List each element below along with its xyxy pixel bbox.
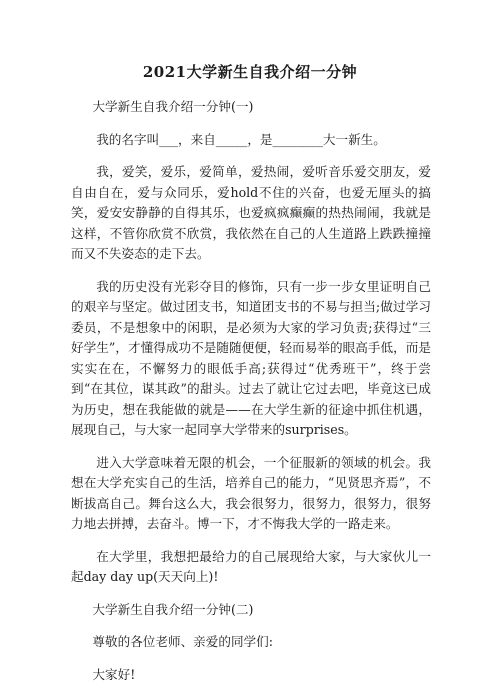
paragraph-history: 我的历史没有光彩夺目的修饰，只有一步一步女里证明自己的艰辛与坚定。做过团支书，知道团支书的不易与担当;做过学习委员，不是想象中的闲职，是必须为大家的学习负责;获得过“三好学生”，才懂得成功不是随随便便，轻而易举的眼高手低，而是实实在在，不懈努力的眼低手高;获得过“优秀班干”，终于尝到“在其位，谋其政”的甜头。过去了就让它过去吧，毕竟这已成为历史，想在我能做的就是——在大学生新的征途中抓住机遇，展现自己，与大家一起同享大学带来的surprises。 (71, 278, 431, 437)
document-title: 2021大学新生自我介绍一分钟 (142, 63, 358, 81)
section-heading-2: 大学新生自我介绍一分钟(二) (92, 601, 254, 617)
section-heading-1: 大学新生自我介绍一分钟(一) (92, 99, 254, 114)
hello-line: 大家好! (92, 666, 136, 682)
greeting-line: 尊敬的各位老师、亲爱的同学们: (92, 634, 273, 649)
paragraph-personality: 我，爱笑，爱乐，爱简单，爱热闹，爱听音乐爱交朋友，爱自由自在，爱与众同乐，爱hold不住的兴奋，也爱无厘头的搞笑，爱安安静静的自得其乐，也爱疯疯癫癫的热热闹闹，我就是这样，不管你欣赏不欣赏，我依然在自己的人生道路上跌跌撞撞而又不失姿态的走下去。 (71, 164, 431, 261)
paragraph-name-line: 我的名字叫___，来自_____，是________大一新生。 (96, 131, 386, 147)
paragraph-university-goals: 进入大学意味着无限的机会，一个征服新的领域的机会。我想在大学充实自己的生活，培养自己的能力，“见贤思齐焉”，不断拔高自己。舞台这么大，我会很努力，很努力，很努力，很努力地去拼搏，去奋斗。博一下，才不悔我大学的一路走来。 (71, 454, 431, 531)
document-body (71, 97, 431, 697)
paragraph-closing: 在大学里，我想把最给力的自己展现给大家，与大家伙儿一起day day up(天天向上)! (71, 548, 431, 584)
